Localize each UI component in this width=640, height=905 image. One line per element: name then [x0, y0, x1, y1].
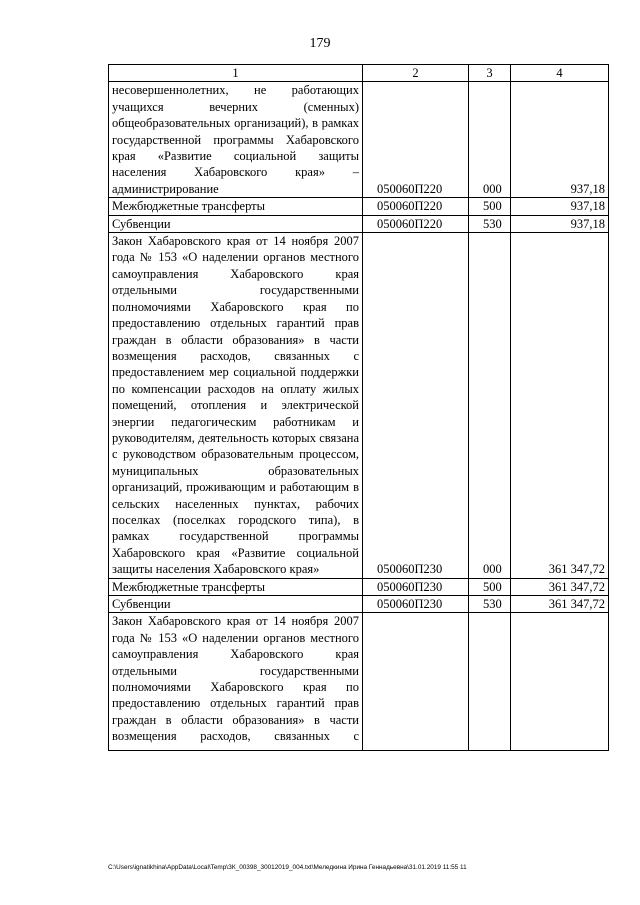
table-row [109, 578, 609, 595]
row-code: 050060П230 [363, 233, 469, 579]
row-description-cell [109, 613, 363, 751]
row-sum: 937,18 [511, 215, 609, 232]
column-header-4: 4 [511, 65, 609, 82]
row-code: 050060П230 [363, 578, 469, 595]
row-description: несовершеннолетних, не работающих учащихся вечерних (сменных) общеобразовательных организаций), в рамках государственной программы Хабаровского края «Развитие социальной защиты населения Хабаровского края» – администрирование [109, 82, 363, 198]
row-code [363, 613, 469, 751]
budget-table [108, 64, 609, 751]
table-header-row [109, 65, 609, 82]
footer-file-path: C:\Users\ignatikhina\AppData\Local\Temp\ЗК_00398_30012019_004.txt\Меледкина Ирина Геннадьевна\31.01.2019 11:55 11 [108, 864, 467, 871]
row-type: 000 [469, 82, 511, 198]
row-description: Субвенции [109, 215, 363, 232]
page-number: 179 [309, 36, 331, 51]
row-sum [511, 613, 609, 751]
row-sum: 361 347,72 [511, 596, 609, 613]
column-header-3: 3 [469, 65, 511, 82]
row-code: 050060П220 [363, 82, 469, 198]
row-sum: 937,18 [511, 82, 609, 198]
row-sum: 361 347,72 [511, 233, 609, 579]
row-sum: 361 347,72 [511, 578, 609, 595]
row-code: 050060П220 [363, 198, 469, 215]
row-type: 530 [469, 596, 511, 613]
row-code: 050060П230 [363, 596, 469, 613]
row-type: 000 [469, 233, 511, 579]
row-description: Межбюджетные трансферты [109, 198, 363, 215]
table-row [109, 233, 609, 579]
row-description: Межбюджетные трансферты [109, 578, 363, 595]
column-header-2: 2 [363, 65, 469, 82]
row-sum: 937,18 [511, 198, 609, 215]
row-description: Закон Хабаровского края от 14 ноября 2007 года № 153 «О наделении органов местного самоуправления Хабаровского края отдельными государственными полномочиями Хабаровского края по предоставлению отдельных гарантий прав граждан в области образования» в части возмещения расходов, связанных с предоставлением мер социальной поддержки по компенсации расходов на оплату жилых помещений, отопления и электрической энергии педагогическим работникам и руководителям, деятельность которых связана с руководством образовательным процессом, муниципальных образовательных организаций, проживающим и работающим в сельских населенных пунктах, рабочих поселках (поселках городского типа), в рамках государственной программы Хабаровского края «Развитие социальной защиты населения Хабаровского края» [109, 233, 363, 579]
row-type: 500 [469, 578, 511, 595]
row-type: 530 [469, 215, 511, 232]
table-row [109, 82, 609, 198]
row-type: 500 [469, 198, 511, 215]
row-code: 050060П220 [363, 215, 469, 232]
column-header-1: 1 [109, 65, 363, 82]
table-row [109, 198, 609, 215]
row-type [469, 613, 511, 751]
row-description: Субвенции [109, 596, 363, 613]
table-row [109, 613, 609, 751]
table-row [109, 215, 609, 232]
table-row [109, 596, 609, 613]
row-description: Закон Хабаровского края от 14 ноября 2007 года № 153 «О наделении органов местного самоуправления Хабаровского края отдельными государственными полномочиями Хабаровского края по предоставлению отдельных гарантий прав граждан в области образования» в части возмещения расходов, связанных с [112, 614, 359, 744]
